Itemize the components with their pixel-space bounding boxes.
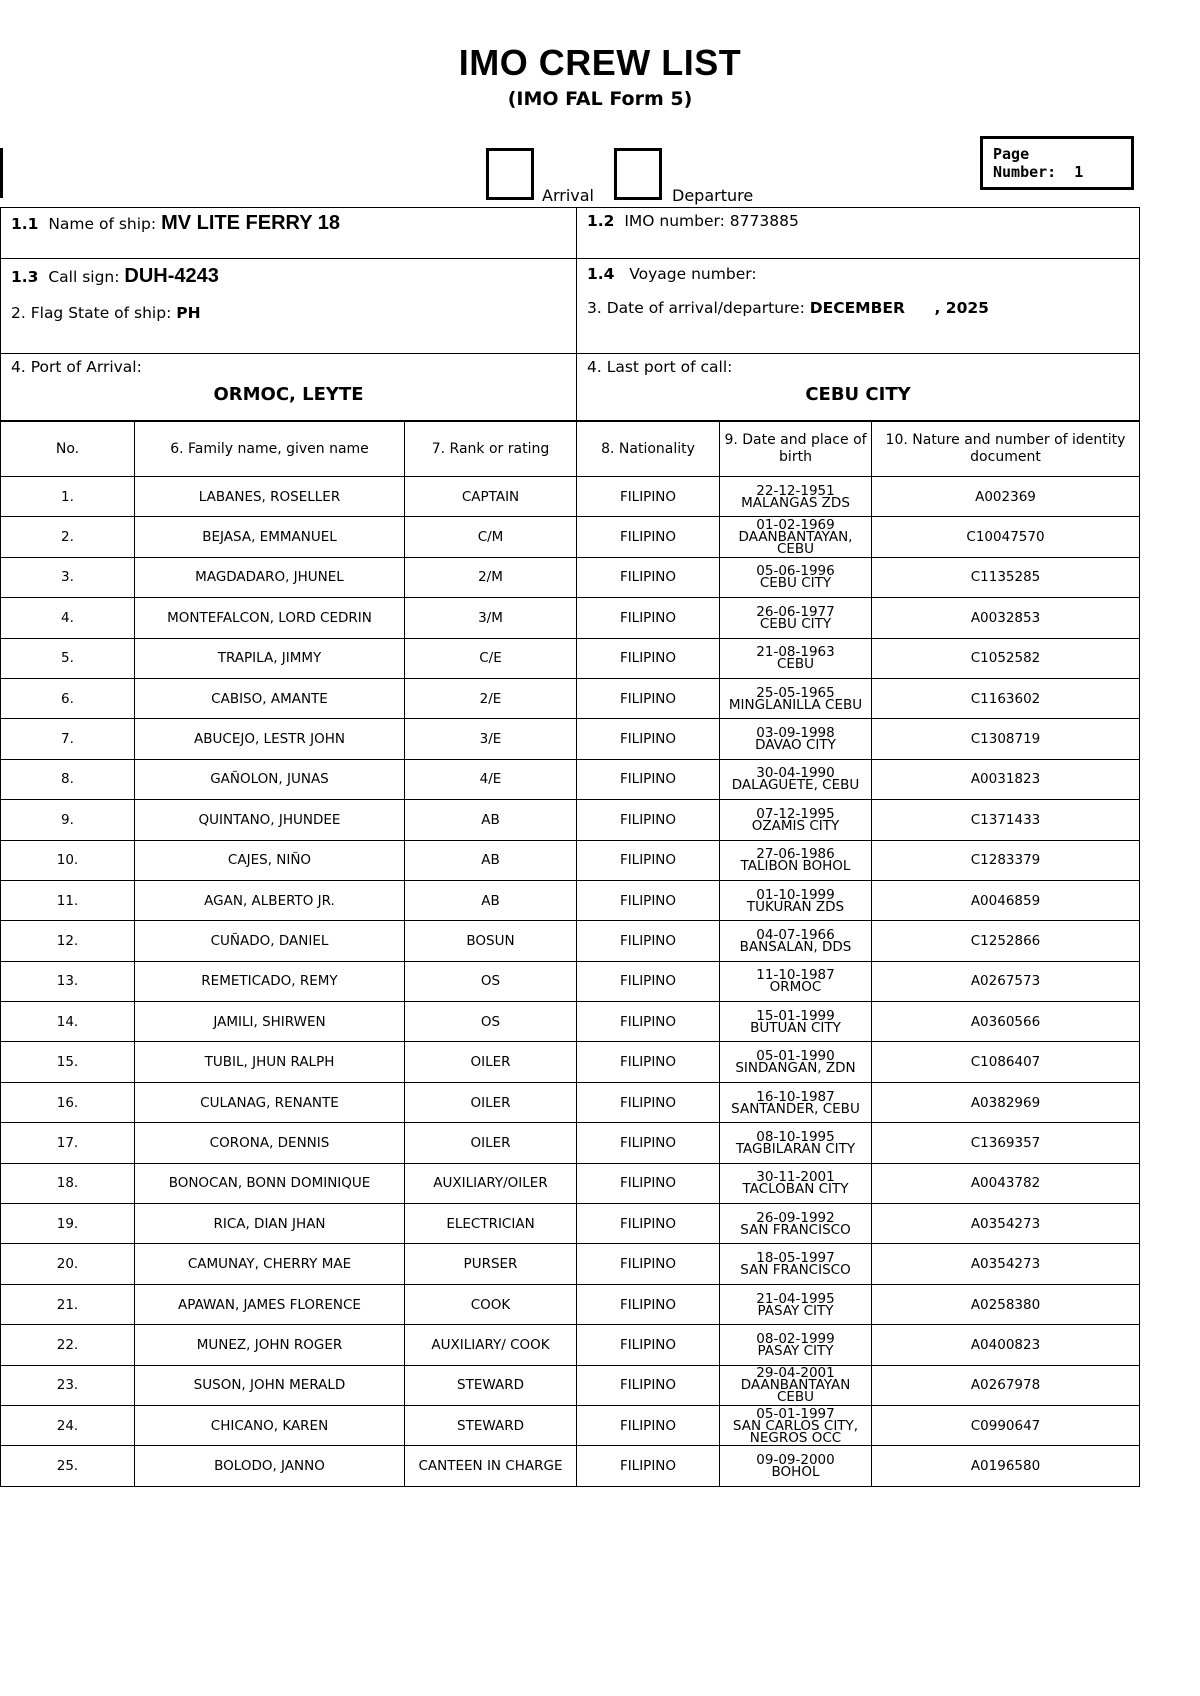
crew-birth-date: 30-04-1990 bbox=[756, 765, 835, 782]
crew-name: MAGDADARO, JHUNEL bbox=[135, 557, 405, 597]
crew-nationality: FILIPINO bbox=[577, 638, 720, 678]
crew-identity-doc: A0043782 bbox=[872, 1163, 1140, 1203]
crew-nationality: FILIPINO bbox=[577, 840, 720, 880]
crew-nationality: FILIPINO bbox=[577, 921, 720, 961]
crew-birth-date: 16-10-1987 bbox=[756, 1088, 835, 1105]
crew-birth bbox=[720, 719, 872, 759]
crew-nationality: FILIPINO bbox=[577, 1244, 720, 1284]
crew-nationality: FILIPINO bbox=[577, 880, 720, 920]
col-nationality: 8. Nationality bbox=[577, 422, 720, 477]
crew-no: 16. bbox=[1, 1082, 135, 1122]
crew-birth bbox=[720, 1244, 872, 1284]
crew-nationality: FILIPINO bbox=[577, 557, 720, 597]
crew-identity-doc: C1371433 bbox=[872, 800, 1140, 840]
crew-identity-doc: C1283379 bbox=[872, 840, 1140, 880]
crew-birth-place: PASAY CITY bbox=[757, 1302, 834, 1319]
crew-rank: ELECTRICIAN bbox=[405, 1204, 577, 1244]
crew-birth-place: SAN FRANCISCO bbox=[740, 1221, 851, 1238]
crew-identity-doc: A0258380 bbox=[872, 1284, 1140, 1324]
crew-name: ABUCEJO, LESTR JOHN bbox=[135, 719, 405, 759]
crew-birth bbox=[720, 1365, 872, 1405]
crew-nationality: FILIPINO bbox=[577, 961, 720, 1001]
crew-no: 13. bbox=[1, 961, 135, 1001]
call-sign: DUH-4243 bbox=[124, 265, 219, 287]
crew-name: RICA, DIAN JHAN bbox=[135, 1204, 405, 1244]
table-row bbox=[1, 678, 1140, 718]
crew-birth-place: DAVAO CITY bbox=[755, 737, 836, 754]
crew-rank: OILER bbox=[405, 1123, 577, 1163]
crew-nationality: FILIPINO bbox=[577, 477, 720, 517]
crew-rank: C/M bbox=[405, 517, 577, 557]
crew-no: 12. bbox=[1, 921, 135, 961]
crew-no: 5. bbox=[1, 638, 135, 678]
table-row bbox=[1, 1446, 1140, 1486]
ship-name: MV LITE FERRY 18 bbox=[161, 212, 340, 234]
crew-rank: 3/M bbox=[405, 598, 577, 638]
crew-rank: AUXILIARY/OILER bbox=[405, 1163, 577, 1203]
table-row bbox=[1, 598, 1140, 638]
crew-identity-doc: C1308719 bbox=[872, 719, 1140, 759]
crew-nationality: FILIPINO bbox=[577, 800, 720, 840]
col-no: No. bbox=[1, 422, 135, 477]
crew-nationality: FILIPINO bbox=[577, 1163, 720, 1203]
crew-name: CUÑADO, DANIEL bbox=[135, 921, 405, 961]
crew-birth bbox=[720, 598, 872, 638]
table-row bbox=[1, 1163, 1140, 1203]
crew-nationality: FILIPINO bbox=[577, 1082, 720, 1122]
crew-rank: OILER bbox=[405, 1082, 577, 1122]
crew-name: BEJASA, EMMANUEL bbox=[135, 517, 405, 557]
crew-rank: C/E bbox=[405, 638, 577, 678]
crew-birth-date: 21-08-1963 bbox=[756, 644, 835, 661]
crew-birth-date: 05-06-1996 bbox=[756, 563, 835, 580]
crew-rank: 2/E bbox=[405, 678, 577, 718]
crew-name: CULANAG, RENANTE bbox=[135, 1082, 405, 1122]
crew-birth-place: SANTANDER, CEBU bbox=[731, 1100, 860, 1117]
page-number-label: Number: bbox=[993, 163, 1057, 181]
voyage-date-cell: 1.4 Voyage number: 3. Date of arrival/departure: DECEMBER , 2025 bbox=[577, 259, 1140, 354]
crew-birth bbox=[720, 840, 872, 880]
table-row bbox=[1, 1244, 1140, 1284]
crew-identity-doc: A0267573 bbox=[872, 961, 1140, 1001]
margin-mark bbox=[0, 148, 3, 198]
crew-identity-doc: A0032853 bbox=[872, 598, 1140, 638]
crew-no: 23. bbox=[1, 1365, 135, 1405]
crew-birth-place: TACLOBAN CITY bbox=[742, 1181, 849, 1198]
crew-birth-date: 22-12-1951 bbox=[756, 482, 835, 499]
crew-identity-doc: A0354273 bbox=[872, 1204, 1140, 1244]
crew-name: CAJES, NIÑO bbox=[135, 840, 405, 880]
table-row bbox=[1, 1405, 1140, 1445]
crew-rank: PURSER bbox=[405, 1244, 577, 1284]
last-port-cell: 4. Last port of call: CEBU CITY bbox=[577, 354, 1140, 421]
table-row bbox=[1, 880, 1140, 920]
crew-birth bbox=[720, 921, 872, 961]
crew-no: 4. bbox=[1, 598, 135, 638]
crew-birth-date: 26-06-1977 bbox=[756, 603, 835, 620]
crew-no: 19. bbox=[1, 1204, 135, 1244]
crew-nationality: FILIPINO bbox=[577, 1365, 720, 1405]
arrival-month: DECEMBER bbox=[809, 299, 905, 317]
table-row bbox=[1, 961, 1140, 1001]
crew-birth-place: CEBU CITY bbox=[759, 575, 832, 592]
crew-birth-place: DALAGUETE, CEBU bbox=[731, 777, 860, 794]
crew-birth-date: 07-12-1995 bbox=[756, 805, 835, 822]
crew-identity-doc: C10047570 bbox=[872, 517, 1140, 557]
crew-rank: CAPTAIN bbox=[405, 477, 577, 517]
crew-name: TUBIL, JHUN RALPH bbox=[135, 1042, 405, 1082]
crew-nationality: FILIPINO bbox=[577, 1405, 720, 1445]
table-row bbox=[1, 1325, 1140, 1365]
table-row bbox=[1, 557, 1140, 597]
crew-name: JAMILI, SHIRWEN bbox=[135, 1002, 405, 1042]
crew-birth-date: 05-01-1997 bbox=[756, 1405, 835, 1422]
form-subtitle: (IMO FAL Form 5) bbox=[507, 88, 693, 110]
crew-no: 3. bbox=[1, 557, 135, 597]
crew-no: 25. bbox=[1, 1446, 135, 1486]
crew-birth bbox=[720, 1446, 872, 1486]
crew-rank: OS bbox=[405, 1002, 577, 1042]
crew-birth-place: CEBU bbox=[776, 656, 815, 673]
crew-rank: STEWARD bbox=[405, 1365, 577, 1405]
crew-name: MUNEZ, JOHN ROGER bbox=[135, 1325, 405, 1365]
crew-nationality: FILIPINO bbox=[577, 598, 720, 638]
crew-identity-doc: A002369 bbox=[872, 477, 1140, 517]
crew-birth-place: BANSALAN, DDS bbox=[739, 938, 852, 955]
table-row bbox=[1, 1204, 1140, 1244]
crew-table bbox=[0, 421, 1140, 1487]
departure-checkbox[interactable] bbox=[614, 148, 662, 200]
ship-info-table bbox=[0, 207, 1140, 421]
crew-identity-doc: A0046859 bbox=[872, 880, 1140, 920]
table-row bbox=[1, 477, 1140, 517]
table-row bbox=[1, 1082, 1140, 1122]
crew-rank: AUXILIARY/ COOK bbox=[405, 1325, 577, 1365]
crew-birth-date: 29-04-2001 bbox=[756, 1365, 835, 1382]
imo-number: 8773885 bbox=[729, 212, 799, 230]
crew-birth-date: 15-01-1999 bbox=[756, 1007, 835, 1024]
table-row bbox=[1, 1365, 1140, 1405]
crew-birth-date: 09-09-2000 bbox=[756, 1452, 835, 1469]
table-row bbox=[1, 1284, 1140, 1324]
crew-birth bbox=[720, 1042, 872, 1082]
crew-identity-doc: A0354273 bbox=[872, 1244, 1140, 1284]
crew-birth-place: MALANGAS ZDS bbox=[741, 494, 850, 511]
table-row bbox=[1, 1002, 1140, 1042]
page-label: Page bbox=[993, 145, 1030, 163]
crew-name: TRAPILA, JIMMY bbox=[135, 638, 405, 678]
table-row bbox=[1, 921, 1140, 961]
crew-birth-date: 01-02-1969 bbox=[756, 517, 835, 534]
crew-no: 20. bbox=[1, 1244, 135, 1284]
crew-birth-date: 01-10-1999 bbox=[756, 886, 835, 903]
table-row bbox=[1, 1123, 1140, 1163]
arrival-label: Arrival bbox=[542, 186, 594, 205]
crew-name: APAWAN, JAMES FLORENCE bbox=[135, 1284, 405, 1324]
crew-no: 7. bbox=[1, 719, 135, 759]
col-birth: 9. Date and place of birth bbox=[720, 422, 872, 477]
crew-name: MONTEFALCON, LORD CEDRIN bbox=[135, 598, 405, 638]
crew-name: QUINTANO, JHUNDEE bbox=[135, 800, 405, 840]
crew-birth-place: PASAY CITY bbox=[757, 1342, 834, 1359]
crew-name: SUSON, JOHN MERALD bbox=[135, 1365, 405, 1405]
crew-birth bbox=[720, 1284, 872, 1324]
crew-birth-place: TALIBON BOHOL bbox=[740, 858, 851, 875]
crew-nationality: FILIPINO bbox=[577, 1284, 720, 1324]
crew-no: 14. bbox=[1, 1002, 135, 1042]
crew-no: 10. bbox=[1, 840, 135, 880]
col-name: 6. Family name, given name bbox=[135, 422, 405, 477]
crew-nationality: FILIPINO bbox=[577, 1002, 720, 1042]
crew-no: 8. bbox=[1, 759, 135, 799]
crew-no: 9. bbox=[1, 800, 135, 840]
crew-birth-date: 21-04-1995 bbox=[756, 1290, 835, 1307]
crew-identity-doc: A0196580 bbox=[872, 1446, 1140, 1486]
crew-rank: STEWARD bbox=[405, 1405, 577, 1445]
crew-birth-date: 27-06-1986 bbox=[756, 846, 835, 863]
crew-no: 24. bbox=[1, 1405, 135, 1445]
crew-rows bbox=[1, 477, 1140, 1487]
crew-name: CORONA, DENNIS bbox=[135, 1123, 405, 1163]
crew-identity-doc: C1052582 bbox=[872, 638, 1140, 678]
crew-birth-place: BUTUAN CITY bbox=[750, 1019, 841, 1036]
crew-rank: CANTEEN IN CHARGE bbox=[405, 1446, 577, 1486]
crew-name: AGAN, ALBERTO JR. bbox=[135, 880, 405, 920]
crew-birth-date: 30-11-2001 bbox=[756, 1169, 835, 1186]
col-rank: 7. Rank or rating bbox=[405, 422, 577, 477]
crew-name: CAMUNAY, CHERRY MAE bbox=[135, 1244, 405, 1284]
table-row bbox=[1, 517, 1140, 557]
crew-rank: OILER bbox=[405, 1042, 577, 1082]
crew-rank: AB bbox=[405, 840, 577, 880]
crew-birth bbox=[720, 1405, 872, 1445]
crew-birth-place: TUKURAN ZDS bbox=[746, 898, 845, 915]
crew-identity-doc: A0382969 bbox=[872, 1082, 1140, 1122]
crew-nationality: FILIPINO bbox=[577, 1204, 720, 1244]
crew-rank: BOSUN bbox=[405, 921, 577, 961]
table-row bbox=[1, 800, 1140, 840]
col-identity: 10. Nature and number of identity document bbox=[872, 422, 1140, 477]
crew-birth bbox=[720, 1204, 872, 1244]
last-port-of-call: CEBU CITY bbox=[805, 384, 911, 405]
crew-no: 2. bbox=[1, 517, 135, 557]
crew-name: LABANES, ROSELLER bbox=[135, 477, 405, 517]
crew-birth-place: TAGBILARAN CITY bbox=[735, 1140, 856, 1157]
crew-birth bbox=[720, 477, 872, 517]
crew-nationality: FILIPINO bbox=[577, 759, 720, 799]
crew-name: BOLODO, JANNO bbox=[135, 1446, 405, 1486]
crew-identity-doc: A0360566 bbox=[872, 1002, 1140, 1042]
table-row bbox=[1, 1042, 1140, 1082]
crew-birth bbox=[720, 638, 872, 678]
crew-nationality: FILIPINO bbox=[577, 719, 720, 759]
page-number-box bbox=[980, 136, 1134, 190]
crew-birth bbox=[720, 1002, 872, 1042]
crew-birth bbox=[720, 678, 872, 718]
crew-birth-date: 25-05-1965 bbox=[756, 684, 835, 701]
crew-nationality: FILIPINO bbox=[577, 1042, 720, 1082]
crew-birth-date: 05-01-1990 bbox=[756, 1048, 835, 1065]
flag-state: PH bbox=[176, 304, 201, 322]
crew-birth-place: SAN FRANCISCO bbox=[740, 1262, 851, 1279]
crew-birth bbox=[720, 880, 872, 920]
crew-birth bbox=[720, 557, 872, 597]
arrival-checkbox[interactable] bbox=[486, 148, 534, 200]
crew-rank: AB bbox=[405, 880, 577, 920]
crew-identity-doc: A0267978 bbox=[872, 1365, 1140, 1405]
crew-identity-doc: A0400823 bbox=[872, 1325, 1140, 1365]
table-row bbox=[1, 638, 1140, 678]
crew-name: CABISO, AMANTE bbox=[135, 678, 405, 718]
ship-name-cell: 1.1 Name of ship: MV LITE FERRY 18 bbox=[1, 208, 577, 259]
crew-birth-date: 08-10-1995 bbox=[756, 1128, 835, 1145]
page-number: 1 bbox=[1074, 163, 1084, 181]
crew-name: CHICANO, KAREN bbox=[135, 1405, 405, 1445]
table-row bbox=[1, 840, 1140, 880]
crew-birth-place: DAANBANTAYAN, CEBU bbox=[738, 529, 853, 558]
crew-birth-place: OZAMIS CITY bbox=[751, 817, 840, 834]
crew-birth-date: 18-05-1997 bbox=[756, 1250, 835, 1267]
crew-identity-doc: A0031823 bbox=[872, 759, 1140, 799]
crew-birth-place: MINGLANILLA CEBU bbox=[728, 696, 863, 713]
crew-rank: AB bbox=[405, 800, 577, 840]
crew-rank: 2/M bbox=[405, 557, 577, 597]
crew-birth-date: 11-10-1987 bbox=[756, 967, 835, 984]
crew-birth-place: CEBU CITY bbox=[759, 615, 832, 632]
crew-identity-doc: C1252866 bbox=[872, 921, 1140, 961]
crew-birth bbox=[720, 961, 872, 1001]
crew-rank: COOK bbox=[405, 1284, 577, 1324]
crew-birth bbox=[720, 1325, 872, 1365]
crew-identity-doc: C1369357 bbox=[872, 1123, 1140, 1163]
crew-no: 21. bbox=[1, 1284, 135, 1324]
crew-birth bbox=[720, 1082, 872, 1122]
imo-number-cell: 1.2 IMO number: 8773885 bbox=[577, 208, 1140, 259]
call-sign-flag-cell: 1.3 Call sign: DUH-4243 2. Flag State of ship: PH bbox=[1, 259, 577, 354]
crew-birth-place: SAN CARLOS CITY, NEGROS OCC bbox=[732, 1417, 859, 1446]
crew-birth-date: 08-02-1999 bbox=[756, 1330, 835, 1347]
crew-birth-date: 04-07-1966 bbox=[756, 926, 835, 943]
crew-no: 6. bbox=[1, 678, 135, 718]
crew-no: 15. bbox=[1, 1042, 135, 1082]
crew-name: GAÑOLON, JUNAS bbox=[135, 759, 405, 799]
crew-no: 17. bbox=[1, 1123, 135, 1163]
crew-name: BONOCAN, BONN DOMINIQUE bbox=[135, 1163, 405, 1203]
crew-birth-place: ORMOC bbox=[769, 979, 822, 996]
crew-identity-doc: C1086407 bbox=[872, 1042, 1140, 1082]
table-row bbox=[1, 759, 1140, 799]
port-arrival-cell: 4. Port of Arrival: ORMOC, LEYTE bbox=[1, 354, 577, 421]
crew-nationality: FILIPINO bbox=[577, 1325, 720, 1365]
crew-rank: 3/E bbox=[405, 719, 577, 759]
crew-identity-doc: C0990647 bbox=[872, 1405, 1140, 1445]
crew-birth-place: DAANBANTAYAN CEBU bbox=[740, 1377, 851, 1406]
departure-label: Departure bbox=[672, 186, 754, 205]
crew-rank: OS bbox=[405, 961, 577, 1001]
crew-name: REMETICADO, REMY bbox=[135, 961, 405, 1001]
crew-nationality: FILIPINO bbox=[577, 678, 720, 718]
crew-identity-doc: C1163602 bbox=[872, 678, 1140, 718]
crew-birth bbox=[720, 517, 872, 557]
crew-identity-doc: C1135285 bbox=[872, 557, 1140, 597]
crew-birth bbox=[720, 800, 872, 840]
crew-nationality: FILIPINO bbox=[577, 1123, 720, 1163]
crew-birth-place: SINDANGAN, ZDN bbox=[735, 1060, 856, 1077]
arrival-year: , 2025 bbox=[934, 299, 989, 317]
crew-birth-date: 03-09-1998 bbox=[756, 725, 835, 742]
crew-birth bbox=[720, 759, 872, 799]
crew-no: 22. bbox=[1, 1325, 135, 1365]
crew-birth-date: 26-09-1992 bbox=[756, 1209, 835, 1226]
crew-rank: 4/E bbox=[405, 759, 577, 799]
port-of-arrival: ORMOC, LEYTE bbox=[213, 384, 364, 405]
crew-nationality: FILIPINO bbox=[577, 517, 720, 557]
crew-birth-place: BOHOL bbox=[771, 1464, 820, 1481]
table-row bbox=[1, 719, 1140, 759]
crew-birth bbox=[720, 1123, 872, 1163]
crew-no: 11. bbox=[1, 880, 135, 920]
crew-no: 1. bbox=[1, 477, 135, 517]
crew-birth bbox=[720, 1163, 872, 1203]
form-title: IMO CREW LIST bbox=[458, 42, 742, 83]
crew-no: 18. bbox=[1, 1163, 135, 1203]
crew-nationality: FILIPINO bbox=[577, 1446, 720, 1486]
